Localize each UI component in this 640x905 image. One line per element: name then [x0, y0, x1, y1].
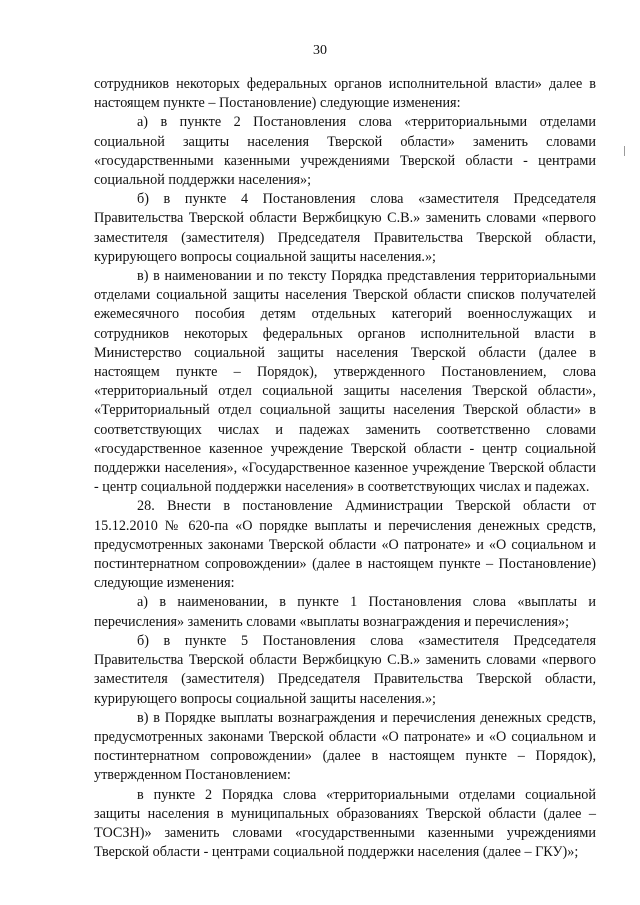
- paragraph: а) в наименовании, в пункте 1 Постановления слова «выплаты и перечисления» заменить словами «выплаты вознаграждения и перечисления»;: [94, 594, 596, 630]
- paragraph: 28. Внести в постановление Администрации Тверской области от 15.12.2010 № 620-па «О порядке выплаты и перечисления денежных средств, предусмотренных законами Тверской области «О патронате» и «О социальном и постинтернатном сопровождении» (далее в настоящем пункте – Постановление) следующие изменения:: [94, 498, 596, 592]
- paragraph: в) в Порядке выплаты вознаграждения и перечисления денежных средств, предусмотренных законами Тверской области «О патронате» и «О социальном и постинтернатном сопровождении» (далее в настоящем пункте – Порядок), утвержденном Постановлением:: [94, 709, 596, 784]
- paragraph: в пункте 2 Порядка слова «территориальными отделами социальной защиты населения в муниципальных образованиях Тверской области (далее – ТОСЗН)» заменить словами «государственными казенными учреждениями Тверской области - центрами социальной поддержки населения (далее – ГКУ)»;: [94, 786, 596, 861]
- document-body: [94, 75, 596, 862]
- paragraph: б) в пункте 5 Постановления слова «заместителя Председателя Правительства Тверской области Вержбицкую С.В.» заменить словами «первого заместителя (заместителя) Председателя Правительства Тверской области, курирующего вопросы социальной защиты населения.»;: [94, 632, 596, 707]
- paragraph: а) в пункте 2 Постановления слова «территориальными отделами социальной защиты населения Тверской области» заменить словами «государственными казенными учреждениями Тверской области - центрами социальной поддержки населения»;: [94, 114, 596, 189]
- page-number: 30: [313, 43, 327, 58]
- scan-artifact-mark: [624, 146, 625, 156]
- paragraph: б) в пункте 4 Постановления слова «заместителя Председателя Правительства Тверской области Вержбицкую С.В.» заменить словами «первого заместителя (заместителя) Председателя Правительства Тверской области, курирующего вопросы социальной защиты населения.»;: [94, 191, 596, 265]
- paragraph: в) в наименовании и по тексту Порядка представления территориальными отделами социальной защиты населения Тверской области списков получателей ежемесячного пособия детям отдельных категорий военнослужащих и сотрудников некоторых федеральных органов исполнительной власти в Министерство социальной защиты населения Тверской области (далее в настоящем пункте – Порядок), утвержденного Постановлением, слова «территориальный отдел социальной защиты населения Тверской области», «Территориальный отдел социальной защиты населения Тверской области» в соответствующих числах и падежах заменить соответственно словами «государственное казенное учреждение Тверской области - центр социальной поддержки населения», «Государственное казенное учреждение Тверской области - центр социальной поддержки населения» в соответствующих числах и падежах.: [94, 268, 596, 496]
- paragraph: сотрудников некоторых федеральных органов исполнительной власти» далее в настоящем пункте – Постановление) следующие изменения:: [94, 76, 596, 112]
